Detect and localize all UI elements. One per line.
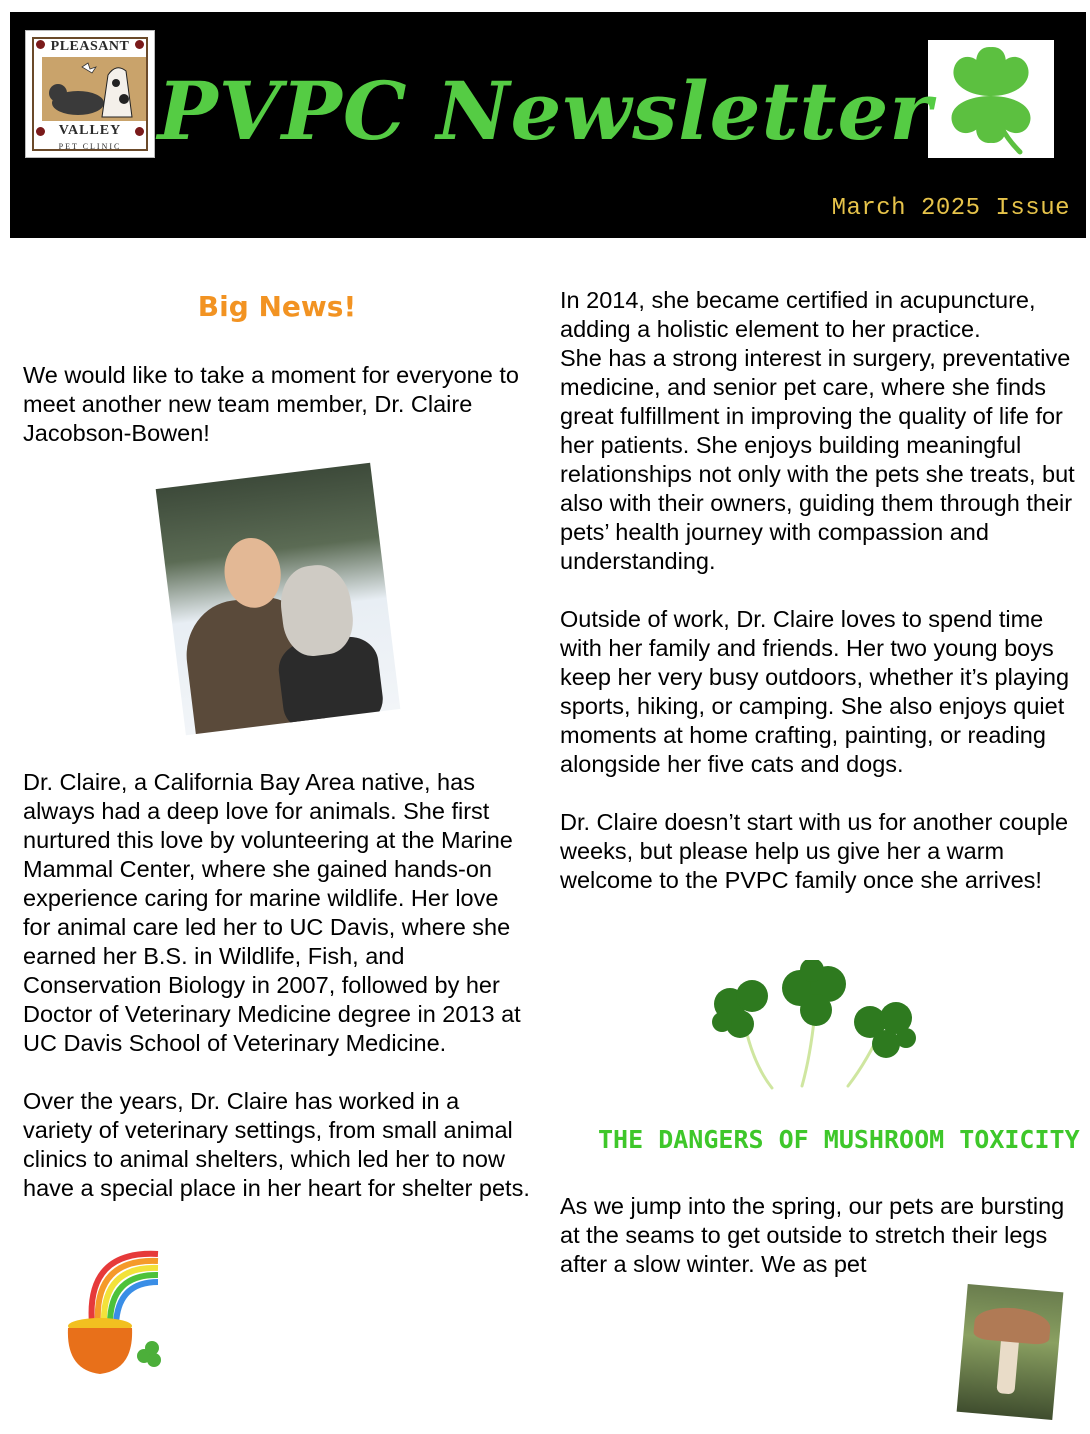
dr-claire-photo xyxy=(156,463,401,735)
logo-line-2: VALLEY xyxy=(58,123,122,138)
welcome-text: Dr. Claire doesn’t start with us for another couple weeks, but please help us give her a warm welcome to the PVPC family once she arrives! xyxy=(560,809,1069,893)
big-news-heading: Big News! xyxy=(197,290,357,323)
acupuncture-text: In 2014, she became certified in acupuncture, adding a holistic element to her practice. xyxy=(560,287,1036,342)
mushroom-section-text: As we jump into the spring, our pets are bursting at the seams to get outside to stretch their legs after a slow winter. We as pet xyxy=(560,1193,1065,1277)
mushroom-photo xyxy=(957,1284,1064,1420)
outside-work-text: Outside of work, Dr. Claire loves to spend time with her family and friends. Her two young boys keep her very busy outdoors, whether it’s playing sports, hiking, or camping. She also enjoys quiet moments at home crafting, painting, or reading alongside her five cats and dogs. xyxy=(560,606,1070,777)
bio-paragraph-2: Over the years, Dr. Claire has worked in a variety of veterinary settings, from small animal clinics to animal shelters, which led her to now have a special place in her heart for shelter pets. xyxy=(23,1088,530,1201)
logo-line-1: PLEASANT xyxy=(50,39,130,54)
logo-line-3: PET CLINIC xyxy=(58,142,122,151)
interests-text: She has a strong interest in surgery, preventative medicine, and senior pet care, where she finds great fulfillment in improving the quality of life for her patients. She enjoys building meaningful relationships not only with the pets she treats, but also with their owners, guiding them through their pets’ health journey with compassion and understanding. xyxy=(560,345,1075,574)
newsletter-title: PVPC Newsletter xyxy=(157,64,933,158)
pot-of-gold-rainbow-icon xyxy=(62,1244,162,1385)
three-clovers-icon xyxy=(700,960,930,1097)
bio-paragraph-1: Dr. Claire, a California Bay Area native, has always had a deep love for animals. She first nurtured this love by volunteering at the Marine Mammal Center, where she gained hands-on experience caring for marine wildlife. Her love for animal care led her to UC Davis, where she earned her B.S. in Wildlife, Fish, and Conservation Biology in 2007, followed by her Doctor of Veterinary Medicine degree in 2013 at UC Davis School of Veterinary Medicine. xyxy=(23,769,521,1056)
issue-date: March 2025 Issue xyxy=(831,195,1070,222)
mushroom-section-heading: THE DANGERS OF MUSHROOM TOXICITY xyxy=(598,1125,1080,1154)
intro-text: We would like to take a moment for everyone to meet another new team member, Dr. Claire Jacobson-Bowen! xyxy=(23,362,519,446)
